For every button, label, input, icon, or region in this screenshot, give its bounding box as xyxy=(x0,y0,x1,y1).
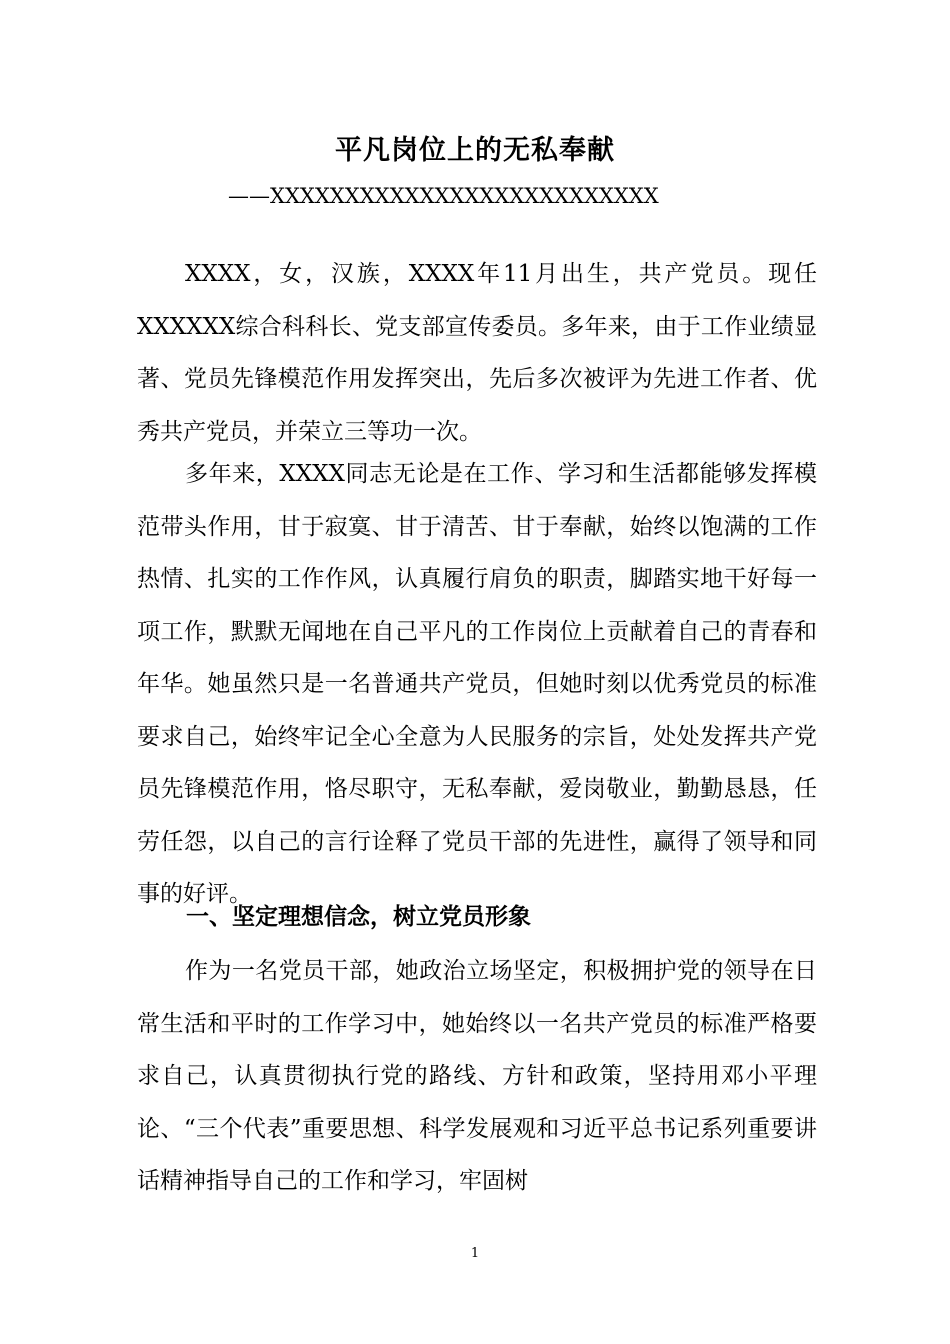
paragraph-intro xyxy=(137,248,817,458)
paragraph-text: XXXX，女，汉族，XXXX年11月出生，共产党员。现任XXXXXX综合科科长、党支部宣传委员。多年来，由于工作业绩显著、党员先锋模范作用发挥突出，先后多次被评为先进工作者、优秀共产党员，并荣立三等功一次。 xyxy=(137,261,817,445)
document-title: 平凡岗位上的无私奉献 xyxy=(335,135,615,166)
paragraph-text: 作为一名党员干部，她政治立场坚定，积极拥护党的领导在日常生活和平时的工作学习中，她始终以一名共产党员的标准严格要求自己，认真贯彻执行党的路线、方针和政策，坚持用邓小平理论、“三个代表”重要思想、科学发展观和习近平总书记系列重要讲话精神指导自己的工作和学习，牢固树 xyxy=(137,958,817,1194)
page-number: 1 xyxy=(470,1246,480,1261)
document-subtitle: ——XXXXXXXXXXXXXXXXXXXXXXXXXX xyxy=(228,184,659,208)
section-heading: 一、坚定理想信念，树立党员形象 xyxy=(186,904,531,930)
paragraph-text: 多年来，XXXX同志无论是在工作、学习和生活都能够发挥模范带头作用，甘于寂寞、甘于清苦、甘于奉献，始终以饱满的工作热情、扎实的工作作风，认真履行肩负的职责，脚踏实地干好每一项工作，默默无闻地在自己平凡的工作岗位上贡献着自己的青春和年华。她虽然只是一名普通共产党员，但她时刻以优秀党员的标准要求自己，始终牢记全心全意为人民服务的宗旨，处处发挥共产党员先锋模范作用，恪尽职守，无私奉献，爱岗敬业，勤勤恳恳，任劳任怨，以自己的言行诠释了党员干部的先进性，赢得了领导和同事的好评。 xyxy=(137,461,817,907)
paragraph-overview xyxy=(137,448,817,921)
paragraph-section-1 xyxy=(137,945,817,1208)
